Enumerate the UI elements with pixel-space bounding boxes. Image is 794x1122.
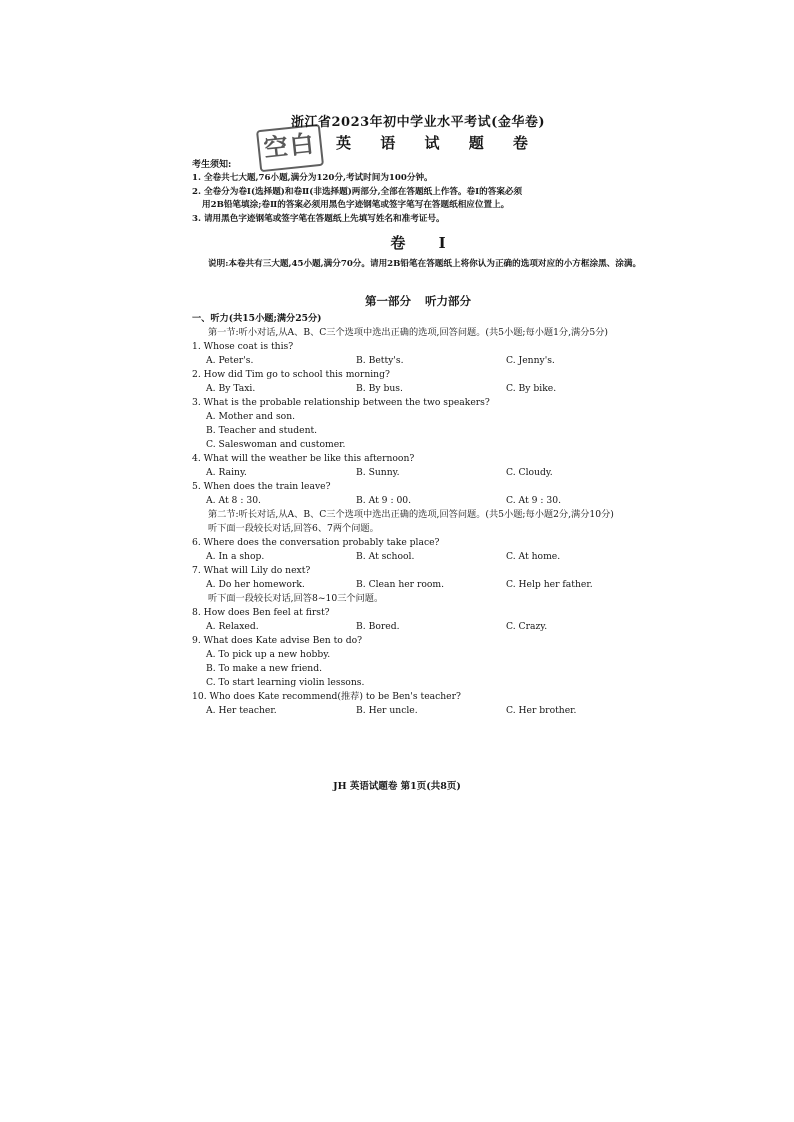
option-b: B. Betty's. <box>356 354 404 366</box>
question-text: 10. Who does Kate recommend(推荐) to be Ben's teacher? <box>192 690 461 702</box>
option-b: B. Sunny. <box>356 466 400 478</box>
question-7 <box>192 564 644 592</box>
section-heading: 一、听力(共15小题;满分25分) <box>192 312 322 324</box>
option-b: B. By bus. <box>356 382 403 394</box>
question-6 <box>192 536 644 564</box>
option-a: A. Mother and son. <box>206 410 296 422</box>
option-a: A. To pick up a new hobby. <box>206 648 331 660</box>
page-footer: JH 英语试题卷 第1页(共8页) <box>333 781 461 792</box>
volume-description: 说明:本卷共有三大题,45小题,满分70分。请用2B铅笔在答题纸上将你认为正确的选项对应的小方框涂黑、涂满。 <box>208 259 642 269</box>
question-text: 9. What does Kate advise Ben to do? <box>192 634 363 646</box>
blank-stamp: 空白 <box>256 124 324 172</box>
option-a: A. Do her homework. <box>206 578 305 590</box>
question-10 <box>192 690 644 718</box>
option-b: B. To make a new friend. <box>206 662 322 674</box>
question-text: 5. When does the train leave? <box>192 480 331 492</box>
notice-item-2 <box>192 186 644 213</box>
option-c: C. Crazy. <box>506 620 548 632</box>
option-a: A. At 8 : 30. <box>206 494 261 506</box>
option-b: B. At 9 : 00. <box>356 494 412 506</box>
question-text: 1. Whose coat is this? <box>192 340 294 352</box>
option-b: B. At school. <box>356 550 415 562</box>
question-8 <box>192 606 644 634</box>
section-1-instructions: 第一节:听小对话,从A、B、C三个选项中选出正确的选项,回答问题。(共5小题;每小题1分,满分5分) <box>208 326 609 338</box>
question-9 <box>192 634 644 690</box>
option-c: C. Cloudy. <box>506 466 553 478</box>
question-text: 2. How did Tim go to school this morning? <box>192 368 390 380</box>
listening-note-8-10: 听下面一段较长对话,回答8~10三个问题。 <box>208 592 384 604</box>
option-a: A. Her teacher. <box>206 704 277 716</box>
notice-item-1: 1. 全卷共七大题,76小题,满分为120分,考试时间为100分钟。 <box>192 173 433 183</box>
question-5 <box>192 480 644 508</box>
option-c: C. Help her father. <box>506 578 593 590</box>
option-c: C. To start learning violin lessons. <box>206 676 365 688</box>
option-a: A. In a shop. <box>206 550 265 562</box>
notice-heading: 考生须知: <box>192 160 232 170</box>
option-c: C. At 9 : 30. <box>506 494 562 506</box>
option-c: C. Saleswoman and customer. <box>206 438 346 450</box>
exam-title: 浙江省2023年初中学业水平考试(金华卷) <box>291 115 545 130</box>
question-1 <box>192 340 644 368</box>
question-text: 4. What will the weather be like this afternoon? <box>192 452 415 464</box>
option-b: B. Clean her room. <box>356 578 445 590</box>
option-a: A. Rainy. <box>206 466 247 478</box>
exam-page <box>192 112 644 718</box>
notice-item-2-line1: 2. 全卷分为卷Ⅰ(选择题)和卷Ⅱ(非选择题)两部分,全部在答题纸上作答。卷Ⅰ的答案必须 <box>192 186 523 197</box>
question-text: 7. What will Lily do next? <box>192 564 311 576</box>
notice-item-2-line2: 用2B铅笔填涂;卷Ⅱ的答案必须用黑色字迹钢笔或签字笔写在答题纸相应位置上。 <box>202 200 510 210</box>
option-b: B. Teacher and student. <box>206 424 318 436</box>
notice-item-3: 3. 请用黑色字迹钢笔或签字笔在答题纸上先填写姓名和准考证号。 <box>192 213 445 224</box>
question-text: 8. How does Ben feel at first? <box>192 606 330 618</box>
question-text: 3. What is the probable relationship between the two speakers? <box>192 396 490 408</box>
question-4 <box>192 452 644 480</box>
option-b: B. Bored. <box>356 620 400 632</box>
part-title: 第一部分 听力部分 <box>364 293 471 308</box>
option-a: A. By Taxi. <box>206 382 256 394</box>
option-c: C. Jenny's. <box>506 354 555 366</box>
option-a: A. Relaxed. <box>206 620 259 632</box>
question-3 <box>192 396 644 452</box>
listening-note-6-7: 听下面一段较长对话,回答6、7两个问题。 <box>208 522 379 534</box>
subject-title: 英 语 试 题 卷 <box>336 134 540 152</box>
option-c: C. At home. <box>506 550 561 562</box>
option-a: A. Peter's. <box>206 354 254 366</box>
volume-title: 卷 Ⅰ <box>390 234 460 252</box>
option-c: C. Her brother. <box>506 704 577 716</box>
question-2 <box>192 368 644 396</box>
option-b: B. Her uncle. <box>356 704 418 716</box>
option-c: C. By bike. <box>506 382 557 394</box>
section-2-instructions: 第二节:听长对话,从A、B、C三个选项中选出正确的选项,回答问题。(共5小题;每小题2分,满分10分) <box>208 508 614 520</box>
question-text: 6. Where does the conversation probably take place? <box>192 536 440 548</box>
